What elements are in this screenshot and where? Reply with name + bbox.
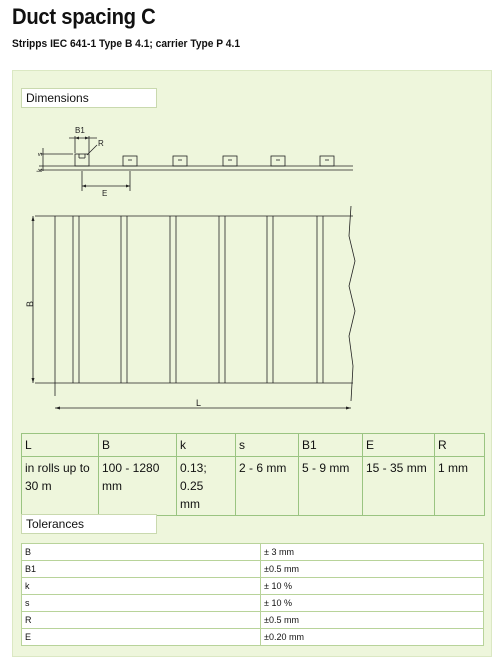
tolerance-param: B1 <box>22 561 261 578</box>
value-l: in rolls up to 30 m <box>22 457 99 516</box>
value-b1: 5 - 9 mm <box>299 457 363 516</box>
profile-strip-5 <box>271 156 285 166</box>
tolerances-table <box>21 543 484 646</box>
tolerance-value: ±0.5 mm <box>261 561 484 578</box>
label-e: E <box>102 189 108 198</box>
tolerance-value: ±0.5 mm <box>261 612 484 629</box>
header-b1: B1 <box>299 434 363 457</box>
value-s: 2 - 6 mm <box>236 457 299 516</box>
tolerance-row <box>22 612 484 629</box>
page-title: Duct spacing C <box>12 4 156 29</box>
tolerance-param: E <box>22 629 261 646</box>
plan-break-line <box>349 206 355 401</box>
tolerance-value: ±0.20 mm <box>261 629 484 646</box>
label-s: s <box>37 152 44 156</box>
profile-strip-4 <box>223 156 237 166</box>
header-s: s <box>236 434 299 457</box>
tolerance-value: ± 10 % <box>261 595 484 612</box>
profile-strip-2 <box>123 156 137 166</box>
value-b: 100 - 1280 mm <box>99 457 177 516</box>
value-r: 1 mm <box>435 457 485 516</box>
profile-strip-3 <box>173 156 187 166</box>
tolerances-heading: Tolerances <box>21 514 157 534</box>
header-e: E <box>363 434 435 457</box>
header-k: k <box>177 434 236 457</box>
header-r: R <box>435 434 485 457</box>
tolerance-param: R <box>22 612 261 629</box>
tolerance-row <box>22 561 484 578</box>
label-k: k <box>37 168 44 172</box>
value-e: 15 - 35 mm <box>363 457 435 516</box>
tolerance-row <box>22 578 484 595</box>
tolerance-row <box>22 629 484 646</box>
tolerance-value: ± 3 mm <box>261 544 484 561</box>
label-r: R <box>98 139 104 148</box>
dimensions-value-row <box>22 457 485 516</box>
dimensions-table <box>21 433 485 516</box>
value-k: 0.13; 0.25 mm <box>177 457 236 516</box>
tolerance-param: B <box>22 544 261 561</box>
header-b: B <box>99 434 177 457</box>
content-panel <box>12 70 492 657</box>
tolerance-param: s <box>22 595 261 612</box>
dimensions-heading: Dimensions <box>21 88 157 108</box>
duct-spacing-drawing <box>13 111 491 431</box>
tolerance-value: ± 10 % <box>261 578 484 595</box>
profile-strip-1 <box>75 154 89 166</box>
page-subtitle: Stripps IEC 641-1 Type B 4.1; carrier Type P 4.1 <box>12 38 241 50</box>
plan-view <box>33 206 355 408</box>
dimensions-header-row <box>22 434 485 457</box>
tolerance-row <box>22 595 484 612</box>
profile-view <box>39 136 353 191</box>
label-b1: B1 <box>75 126 85 135</box>
tolerance-row <box>22 544 484 561</box>
header-l: L <box>22 434 99 457</box>
profile-strip-6 <box>320 156 334 166</box>
label-b: B <box>25 300 35 307</box>
label-l: L <box>196 398 202 408</box>
tolerance-param: k <box>22 578 261 595</box>
